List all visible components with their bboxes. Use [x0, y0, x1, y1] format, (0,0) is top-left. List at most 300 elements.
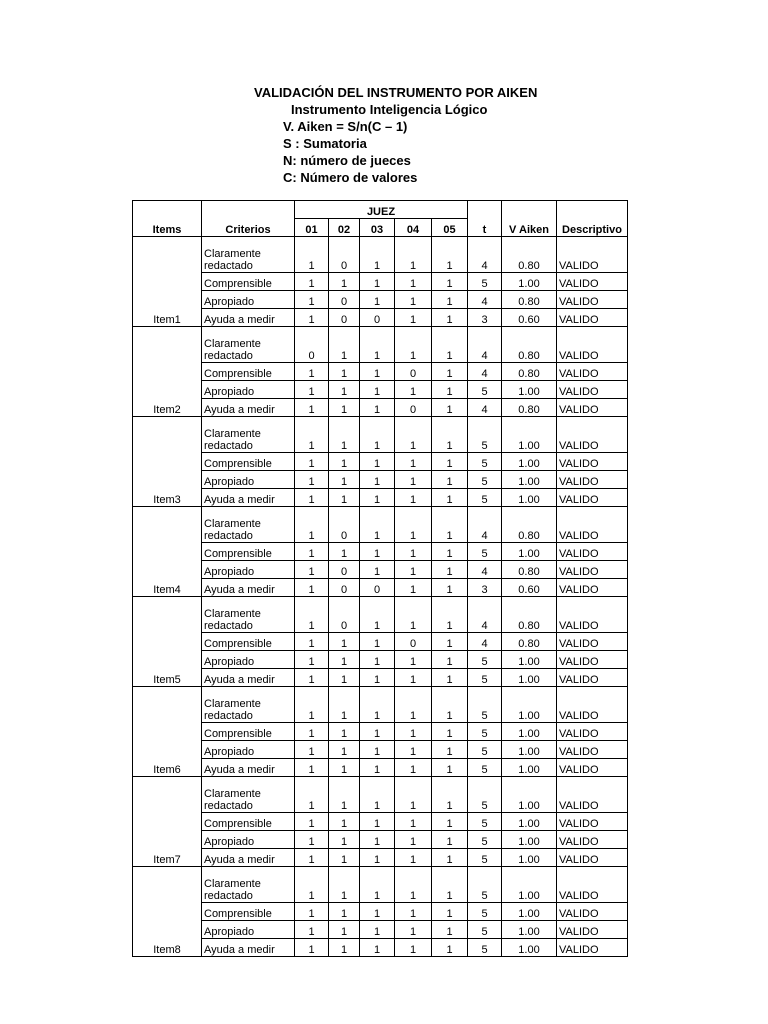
- descriptivo-cell: VALIDO: [557, 237, 628, 273]
- vaiken-cell: 0.80: [502, 363, 557, 381]
- vaiken-cell: 0.80: [502, 507, 557, 543]
- judge-score-cell: 1: [360, 507, 395, 543]
- criterio-cell: Apropiado: [202, 921, 295, 939]
- descriptivo-cell: VALIDO: [557, 759, 628, 777]
- judge-score-cell: 0: [360, 309, 395, 327]
- item-label: Item2: [133, 327, 202, 417]
- descriptivo-cell: VALIDO: [557, 507, 628, 543]
- descriptivo-cell: VALIDO: [557, 633, 628, 651]
- judge-score-cell: 0: [329, 579, 360, 597]
- header-descriptivo: Descriptivo: [557, 219, 628, 237]
- descriptivo-cell: VALIDO: [557, 273, 628, 291]
- t-cell: 4: [468, 633, 502, 651]
- judge-score-cell: 1: [295, 291, 329, 309]
- t-cell: 3: [468, 309, 502, 327]
- vaiken-cell: 1.00: [502, 489, 557, 507]
- header-items-top: [133, 201, 202, 219]
- judge-score-cell: 1: [360, 471, 395, 489]
- judge-score-cell: 1: [329, 921, 360, 939]
- vaiken-cell: 0.80: [502, 597, 557, 633]
- criterio-cell: Ayuda a medir: [202, 759, 295, 777]
- judge-score-cell: 1: [395, 741, 432, 759]
- judge-score-cell: 1: [295, 723, 329, 741]
- descriptivo-cell: VALIDO: [557, 867, 628, 903]
- criterio-cell: Claramente redactado: [202, 687, 295, 723]
- table-row: [133, 417, 628, 453]
- descriptivo-cell: VALIDO: [557, 453, 628, 471]
- judge-score-cell: 1: [432, 543, 468, 561]
- t-cell: 4: [468, 291, 502, 309]
- judge-score-cell: 1: [395, 813, 432, 831]
- t-cell: 4: [468, 507, 502, 543]
- table-row: [133, 867, 628, 903]
- criterio-cell: Apropiado: [202, 831, 295, 849]
- item-label: Item4: [133, 507, 202, 597]
- judge-score-cell: 0: [395, 399, 432, 417]
- criterio-cell: Comprensible: [202, 273, 295, 291]
- judge-score-cell: 1: [395, 543, 432, 561]
- judge-score-cell: 1: [432, 813, 468, 831]
- criterio-cell: Claramente redactado: [202, 507, 295, 543]
- table-row: [133, 597, 628, 633]
- judge-score-cell: 1: [432, 237, 468, 273]
- table-row: [133, 921, 628, 939]
- vaiken-cell: 1.00: [502, 723, 557, 741]
- judge-score-cell: 1: [329, 633, 360, 651]
- judge-score-cell: 1: [395, 291, 432, 309]
- judge-score-cell: 0: [329, 291, 360, 309]
- t-cell: 5: [468, 741, 502, 759]
- judge-score-cell: 1: [432, 579, 468, 597]
- criterio-cell: Apropiado: [202, 561, 295, 579]
- judge-score-cell: 1: [360, 849, 395, 867]
- table-row: [133, 543, 628, 561]
- judge-score-cell: 1: [395, 471, 432, 489]
- vaiken-cell: 1.00: [502, 381, 557, 399]
- judge-score-cell: 1: [360, 327, 395, 363]
- header-judge: 03: [360, 219, 395, 237]
- judge-score-cell: 1: [432, 309, 468, 327]
- judge-score-cell: 1: [329, 543, 360, 561]
- judge-score-cell: 1: [295, 543, 329, 561]
- descriptivo-cell: VALIDO: [557, 327, 628, 363]
- header-criterios-top: [202, 201, 295, 219]
- judge-score-cell: 1: [395, 831, 432, 849]
- judge-score-cell: 1: [360, 741, 395, 759]
- judge-score-cell: 1: [329, 759, 360, 777]
- judge-score-cell: 0: [329, 597, 360, 633]
- header-juez: JUEZ: [295, 201, 468, 219]
- judge-score-cell: 1: [395, 903, 432, 921]
- judge-score-cell: 1: [360, 687, 395, 723]
- descriptivo-cell: VALIDO: [557, 669, 628, 687]
- judge-score-cell: 1: [295, 669, 329, 687]
- t-cell: 5: [468, 867, 502, 903]
- judge-score-cell: 1: [295, 453, 329, 471]
- aiken-validation-table: [132, 200, 628, 957]
- judge-score-cell: 1: [432, 561, 468, 579]
- t-cell: 4: [468, 363, 502, 381]
- judge-score-cell: 1: [295, 687, 329, 723]
- judge-score-cell: 1: [295, 597, 329, 633]
- table-row: [133, 363, 628, 381]
- judge-score-cell: 1: [432, 921, 468, 939]
- table-row: [133, 777, 628, 813]
- t-cell: 5: [468, 921, 502, 939]
- vaiken-cell: 1.00: [502, 921, 557, 939]
- judge-score-cell: 1: [295, 849, 329, 867]
- table-row: [133, 669, 628, 687]
- judge-score-cell: 1: [295, 237, 329, 273]
- table-row: [133, 471, 628, 489]
- judge-score-cell: 1: [432, 669, 468, 687]
- descriptivo-cell: VALIDO: [557, 831, 628, 849]
- judge-score-cell: 1: [360, 759, 395, 777]
- descriptivo-cell: VALIDO: [557, 741, 628, 759]
- judge-score-cell: 0: [295, 327, 329, 363]
- judge-score-cell: 1: [395, 669, 432, 687]
- table-row: [133, 633, 628, 651]
- judge-score-cell: 1: [360, 291, 395, 309]
- judge-score-cell: 1: [329, 777, 360, 813]
- legend-c: C: Número de valores: [283, 170, 418, 185]
- table-row: [133, 723, 628, 741]
- judge-score-cell: 1: [395, 939, 432, 957]
- judge-score-cell: 1: [432, 291, 468, 309]
- table-row: [133, 759, 628, 777]
- judge-score-cell: 1: [395, 561, 432, 579]
- t-cell: 4: [468, 597, 502, 633]
- judge-score-cell: 1: [360, 777, 395, 813]
- criterio-cell: Apropiado: [202, 471, 295, 489]
- judge-score-cell: 1: [329, 903, 360, 921]
- descriptivo-cell: VALIDO: [557, 687, 628, 723]
- t-cell: 5: [468, 813, 502, 831]
- judge-score-cell: 1: [432, 471, 468, 489]
- criterio-cell: Comprensible: [202, 453, 295, 471]
- judge-score-cell: 1: [395, 921, 432, 939]
- descriptivo-cell: VALIDO: [557, 381, 628, 399]
- item-label: Item8: [133, 867, 202, 957]
- t-cell: 5: [468, 759, 502, 777]
- judge-score-cell: 1: [295, 777, 329, 813]
- judge-score-cell: 1: [360, 489, 395, 507]
- judge-score-cell: 1: [329, 399, 360, 417]
- table-row: [133, 489, 628, 507]
- criterio-cell: Claramente redactado: [202, 237, 295, 273]
- judge-score-cell: 1: [432, 327, 468, 363]
- judge-score-cell: 1: [432, 489, 468, 507]
- descriptivo-cell: VALIDO: [557, 777, 628, 813]
- judge-score-cell: 1: [329, 489, 360, 507]
- judge-score-cell: 1: [432, 831, 468, 849]
- t-cell: 5: [468, 489, 502, 507]
- descriptivo-cell: VALIDO: [557, 471, 628, 489]
- descriptivo-cell: VALIDO: [557, 291, 628, 309]
- criterio-cell: Comprensible: [202, 723, 295, 741]
- judge-score-cell: 0: [329, 507, 360, 543]
- judge-score-cell: 1: [329, 723, 360, 741]
- table-row: [133, 309, 628, 327]
- descriptivo-cell: VALIDO: [557, 723, 628, 741]
- judge-score-cell: 1: [395, 849, 432, 867]
- table-body: [133, 237, 628, 957]
- judge-score-cell: 1: [395, 327, 432, 363]
- table-row: [133, 831, 628, 849]
- judge-score-cell: 1: [395, 723, 432, 741]
- judge-score-cell: 1: [295, 813, 329, 831]
- criterio-cell: Apropiado: [202, 381, 295, 399]
- judge-score-cell: 1: [432, 867, 468, 903]
- judge-score-cell: 1: [295, 579, 329, 597]
- descriptivo-cell: VALIDO: [557, 813, 628, 831]
- t-cell: 5: [468, 831, 502, 849]
- vaiken-cell: 0.60: [502, 579, 557, 597]
- header-descriptivo-top: [557, 201, 628, 219]
- vaiken-cell: 1.00: [502, 273, 557, 291]
- judge-score-cell: 1: [395, 651, 432, 669]
- judge-score-cell: 1: [432, 849, 468, 867]
- header-vaiken: V Aiken: [502, 219, 557, 237]
- criterio-cell: Apropiado: [202, 741, 295, 759]
- judge-score-cell: 1: [360, 867, 395, 903]
- judge-score-cell: 1: [360, 399, 395, 417]
- judge-score-cell: 1: [295, 363, 329, 381]
- t-cell: 3: [468, 579, 502, 597]
- t-cell: 5: [468, 543, 502, 561]
- judge-score-cell: 1: [329, 453, 360, 471]
- judge-score-cell: 1: [295, 939, 329, 957]
- judge-score-cell: 1: [329, 651, 360, 669]
- descriptivo-cell: VALIDO: [557, 543, 628, 561]
- descriptivo-cell: VALIDO: [557, 363, 628, 381]
- item-label: Item6: [133, 687, 202, 777]
- judge-score-cell: 1: [360, 543, 395, 561]
- vaiken-cell: 1.00: [502, 903, 557, 921]
- criterio-cell: Ayuda a medir: [202, 669, 295, 687]
- judge-score-cell: 1: [329, 741, 360, 759]
- judge-score-cell: 1: [295, 471, 329, 489]
- descriptivo-cell: VALIDO: [557, 579, 628, 597]
- descriptivo-cell: VALIDO: [557, 489, 628, 507]
- descriptivo-cell: VALIDO: [557, 921, 628, 939]
- judge-score-cell: 1: [395, 309, 432, 327]
- descriptivo-cell: VALIDO: [557, 417, 628, 453]
- descriptivo-cell: VALIDO: [557, 651, 628, 669]
- header-t: t: [468, 219, 502, 237]
- vaiken-cell: 1.00: [502, 687, 557, 723]
- judge-score-cell: 1: [432, 777, 468, 813]
- vaiken-cell: 1.00: [502, 741, 557, 759]
- header-items: Items: [133, 219, 202, 237]
- vaiken-cell: 1.00: [502, 471, 557, 489]
- judge-score-cell: 1: [395, 867, 432, 903]
- descriptivo-cell: VALIDO: [557, 399, 628, 417]
- vaiken-cell: 1.00: [502, 813, 557, 831]
- judge-score-cell: 1: [432, 741, 468, 759]
- judge-score-cell: 0: [395, 633, 432, 651]
- t-cell: 5: [468, 453, 502, 471]
- criterio-cell: Comprensible: [202, 813, 295, 831]
- descriptivo-cell: VALIDO: [557, 597, 628, 633]
- judge-score-cell: 1: [360, 921, 395, 939]
- t-cell: 5: [468, 777, 502, 813]
- t-cell: 5: [468, 273, 502, 291]
- judge-score-cell: 0: [329, 561, 360, 579]
- item-label: Item1: [133, 237, 202, 327]
- header-judge: 04: [395, 219, 432, 237]
- t-cell: 5: [468, 849, 502, 867]
- descriptivo-cell: VALIDO: [557, 849, 628, 867]
- t-cell: 5: [468, 687, 502, 723]
- criterio-cell: Apropiado: [202, 291, 295, 309]
- table-row: [133, 561, 628, 579]
- judge-score-cell: 1: [360, 237, 395, 273]
- vaiken-cell: 1.00: [502, 849, 557, 867]
- legend-n: N: número de jueces: [283, 153, 411, 168]
- t-cell: 5: [468, 471, 502, 489]
- judge-score-cell: 1: [329, 363, 360, 381]
- vaiken-cell: 1.00: [502, 453, 557, 471]
- judge-score-cell: 1: [395, 237, 432, 273]
- criterio-cell: Comprensible: [202, 543, 295, 561]
- judge-score-cell: 1: [329, 471, 360, 489]
- judge-score-cell: 1: [395, 597, 432, 633]
- judge-score-cell: 1: [295, 489, 329, 507]
- judge-score-cell: 1: [329, 867, 360, 903]
- header-judge: 02: [329, 219, 360, 237]
- judge-score-cell: 1: [360, 273, 395, 291]
- judge-score-cell: 1: [360, 939, 395, 957]
- table-row: [133, 453, 628, 471]
- judge-score-cell: 1: [329, 939, 360, 957]
- vaiken-cell: 1.00: [502, 867, 557, 903]
- table-row: [133, 939, 628, 957]
- judge-score-cell: 1: [329, 381, 360, 399]
- judge-score-cell: 1: [432, 687, 468, 723]
- criterio-cell: Ayuda a medir: [202, 309, 295, 327]
- table-row: [133, 381, 628, 399]
- header-vaiken-top: [502, 201, 557, 219]
- table-row: [133, 327, 628, 363]
- judge-score-cell: 0: [360, 579, 395, 597]
- judge-score-cell: 1: [295, 381, 329, 399]
- t-cell: 4: [468, 399, 502, 417]
- judge-score-cell: 1: [360, 723, 395, 741]
- judge-score-cell: 1: [432, 939, 468, 957]
- judge-score-cell: 1: [295, 651, 329, 669]
- judge-score-cell: 1: [295, 921, 329, 939]
- judge-score-cell: 1: [395, 453, 432, 471]
- t-cell: 4: [468, 327, 502, 363]
- table-row: [133, 687, 628, 723]
- judge-score-cell: 1: [432, 759, 468, 777]
- descriptivo-cell: VALIDO: [557, 903, 628, 921]
- judge-score-cell: 1: [360, 597, 395, 633]
- vaiken-cell: 0.80: [502, 561, 557, 579]
- criterio-cell: Ayuda a medir: [202, 849, 295, 867]
- judge-score-cell: 1: [295, 399, 329, 417]
- vaiken-cell: 1.00: [502, 669, 557, 687]
- table-row: [133, 903, 628, 921]
- descriptivo-cell: VALIDO: [557, 561, 628, 579]
- table-row: [133, 813, 628, 831]
- judge-score-cell: 1: [360, 561, 395, 579]
- vaiken-cell: 0.80: [502, 291, 557, 309]
- judge-score-cell: 1: [295, 309, 329, 327]
- table-row: [133, 741, 628, 759]
- judge-score-cell: 1: [295, 417, 329, 453]
- t-cell: 4: [468, 561, 502, 579]
- table-header: [133, 201, 628, 237]
- criterio-cell: Ayuda a medir: [202, 939, 295, 957]
- judge-score-cell: 1: [395, 687, 432, 723]
- judge-score-cell: 1: [329, 813, 360, 831]
- judge-score-cell: 1: [295, 867, 329, 903]
- judge-score-cell: 1: [432, 417, 468, 453]
- judge-score-cell: 1: [295, 831, 329, 849]
- judge-score-cell: 1: [329, 831, 360, 849]
- descriptivo-cell: VALIDO: [557, 309, 628, 327]
- judge-score-cell: 1: [432, 633, 468, 651]
- judge-score-cell: 1: [432, 381, 468, 399]
- judge-score-cell: 1: [395, 777, 432, 813]
- criterio-cell: Comprensible: [202, 363, 295, 381]
- judge-score-cell: 1: [360, 417, 395, 453]
- judge-score-cell: 1: [329, 669, 360, 687]
- item-label: Item7: [133, 777, 202, 867]
- judge-score-cell: 1: [329, 273, 360, 291]
- judge-score-cell: 0: [329, 237, 360, 273]
- header-t-top: [468, 201, 502, 219]
- judge-score-cell: 0: [329, 309, 360, 327]
- t-cell: 5: [468, 723, 502, 741]
- header-criterios: Criterios: [202, 219, 295, 237]
- t-cell: 4: [468, 237, 502, 273]
- judge-score-cell: 1: [360, 669, 395, 687]
- vaiken-cell: 0.80: [502, 237, 557, 273]
- judge-score-cell: 1: [295, 741, 329, 759]
- criterio-cell: Claramente redactado: [202, 417, 295, 453]
- vaiken-cell: 1.00: [502, 831, 557, 849]
- vaiken-cell: 1.00: [502, 777, 557, 813]
- judge-score-cell: 1: [395, 507, 432, 543]
- judge-score-cell: 1: [432, 363, 468, 381]
- legend-s: S : Sumatoria: [283, 136, 367, 151]
- t-cell: 5: [468, 381, 502, 399]
- judge-score-cell: 1: [432, 399, 468, 417]
- document-title: VALIDACIÓN DEL INSTRUMENTO POR AIKEN: [254, 85, 538, 100]
- table-row: [133, 399, 628, 417]
- judge-score-cell: 1: [360, 651, 395, 669]
- judge-score-cell: 1: [360, 363, 395, 381]
- criterio-cell: Ayuda a medir: [202, 579, 295, 597]
- table-row: [133, 291, 628, 309]
- judge-score-cell: 1: [295, 633, 329, 651]
- judge-score-cell: 1: [432, 651, 468, 669]
- criterio-cell: Claramente redactado: [202, 327, 295, 363]
- item-label: Item3: [133, 417, 202, 507]
- criterio-cell: Claramente redactado: [202, 777, 295, 813]
- judge-score-cell: 1: [360, 381, 395, 399]
- table-row: [133, 273, 628, 291]
- vaiken-cell: 0.60: [502, 309, 557, 327]
- judge-score-cell: 1: [360, 633, 395, 651]
- judge-score-cell: 1: [395, 759, 432, 777]
- judge-score-cell: 1: [360, 813, 395, 831]
- judge-score-cell: 1: [395, 417, 432, 453]
- judge-score-cell: 1: [432, 453, 468, 471]
